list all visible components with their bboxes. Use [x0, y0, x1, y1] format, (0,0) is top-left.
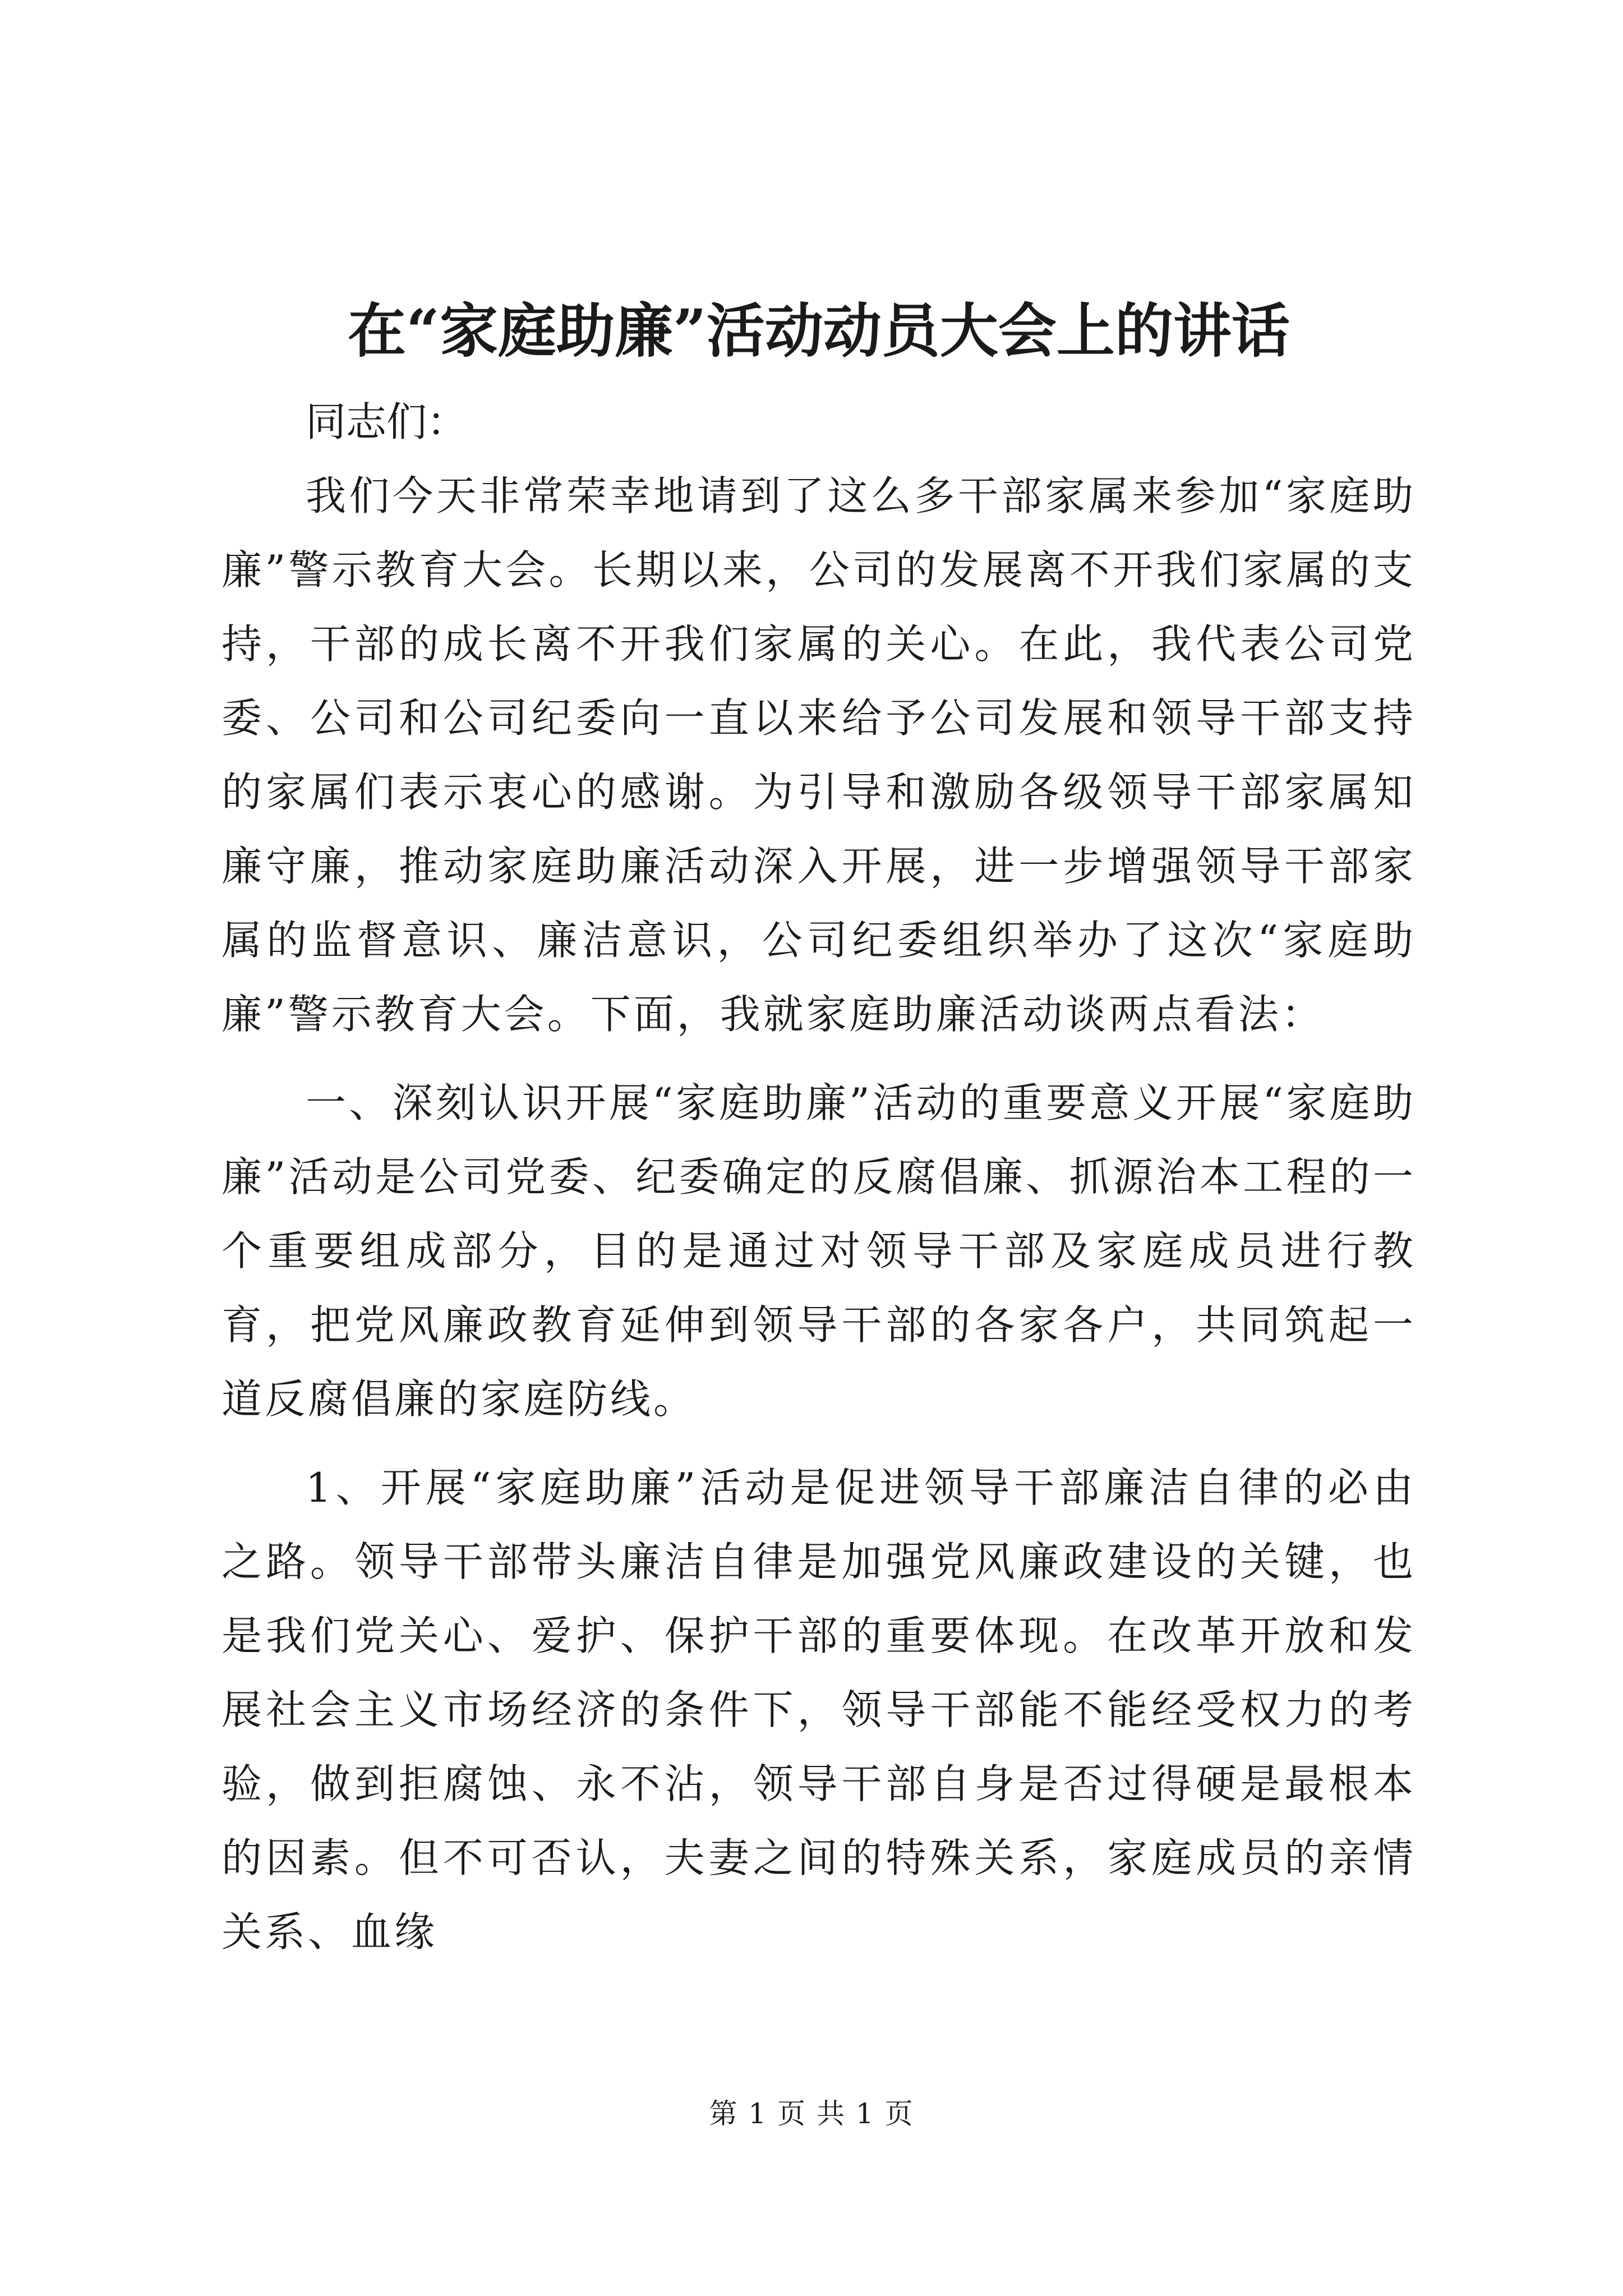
paragraph-point-one: 1、开展“家庭助廉”活动是促进领导干部廉洁自律的必由之路。领导干部带头廉洁自律是加强党风廉政建设的关键，也是我们党关心、爱护、保护干部的重要体现。在改革开放和发展社会主义市场经济的条件下，领导干部能不能经受权力的考验，做到拒腐蚀、永不沾，领导干部自身是否过得硬是最根本的因素。但不可否认，夫妻之间的特殊关系，家庭成员的亲情关系、血缘 — [222, 1464, 1416, 1955]
document-title: 在“家庭助廉”活动动员大会上的讲话 — [348, 296, 1290, 365]
document-body — [222, 292, 1416, 1969]
page-number-footer: 第 1 页 共 1 页 — [709, 2097, 914, 2130]
paragraph-section-one: 一、深刻认识开展“家庭助廉”活动的重要意义开展“家庭助廉”活动是公司党委、纪委确定的反腐倡廉、抓源治本工程的一个重要组成部分，目的是通过对领导干部及家庭成员进行教育，把党风廉政教育延伸到领导干部的各家各户，共同筑起一道反腐倡廉的家庭防线。 — [222, 1079, 1416, 1423]
paragraph-intro: 我们今天非常荣幸地请到了这么多干部家属来参加“家庭助廉”警示教育大会。长期以来，公司的发展离不开我们家属的支持，干部的成长离不开我们家属的关心。在此，我代表公司党委、公司和公司纪委向一直以来给予公司发展和领导干部支持的家属们表示衷心的感谢。为引导和激励各级领导干部家属知廉守廉，推动家庭助廉活动深入开展，进一步增强领导干部家属的监督意识、廉洁意识，公司纪委组织举办了这次“家庭助廉”警示教育大会。下面，我就家庭助廉活动谈两点看法： — [222, 472, 1416, 1038]
salutation: 同志们： — [306, 398, 468, 445]
